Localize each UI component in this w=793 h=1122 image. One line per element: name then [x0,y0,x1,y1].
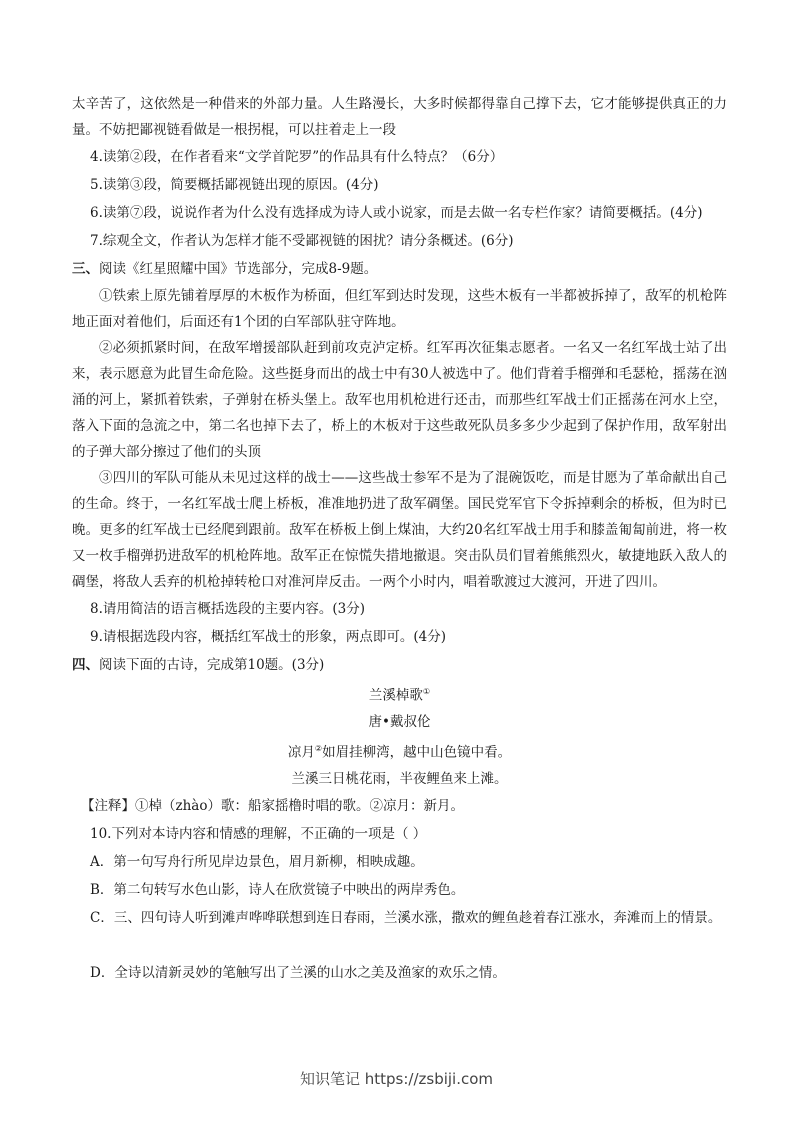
passage-paragraph-3: ③四川的军队可能从未见过这样的战士——这些战士参军不是为了混碗饭吃，而是甘愿为了革命献出自己的生命。终于，一名红军战士爬上桥板，准准地扔进了敌军碉堡。国民党军官下令拆掉剩余的桥板，但为时已晚。更多的红军战士已经爬到跟前。敌军在桥板上倒上煤油，大约20名红军战士用手和膝盖匍匐前进，将一枚又一枚手榴弹扔进敌军的机枪阵地。敌军正在惊慌失措地撤退。突击队员们冒着熊熊烈火，敏捷地跃入敌人的碉堡，将敌人丢弃的机枪掉转枪口对准河岸反击。一两个小时内，唱着歌渡过大渡河，开进了四川。 [72,470,727,590]
question-8: 8.请用简洁的语言概括选段的主要内容。(3分) [90,601,366,617]
poem-title-footnote-mark: ① [422,687,431,696]
poem-title-text: 兰溪棹歌 [368,687,423,704]
footer-watermark: 知识笔记 https://zsbiji.com [299,1070,494,1088]
poem-line-1 [72,736,727,766]
section-4-title: 阅读下面的古诗，完成第10题。(3分) [99,657,325,673]
question-4: 4.读第②段，在作者看来“文学首陀罗”的作品具有什么特点？（6分） [90,149,504,165]
question-5: 5.读第③段，简要概括鄙视链出现的原因。(4分) [90,177,379,193]
option-b: B．第二句转写水色山影，诗人在欣赏镜子中映出的两岸秀色。 [90,882,465,898]
option-a: A．第一句写舟行所见岸边景色，眉月新柳，相映成趣。 [90,854,424,870]
section-3-title: 阅读《红星照耀中国》节选部分，完成8-9题。 [99,261,378,277]
question-7: 7.综观全文，作者认为怎样才能不受鄙视链的困扰？请分条概述。(6分) [90,233,514,249]
intro-paragraph: 太辛苦了，这依然是一种借来的外部力量。人生路漫长，大多时候都得靠自己撑下去，它才能够提供真正的力量。不妨把鄙视链看做是一根拐棍，可以拄着走上一段 [72,96,727,138]
poem-author: 唐•戴叔伦 [368,714,431,730]
poem-line-1-footnote-mark: ② [314,743,323,753]
section-3-heading [72,255,727,283]
passage-paragraph-2: ②必须抓紧时间，在敌军增援部队赶到前攻克泸定桥。红军再次征集志愿者。一名又一名红军战士站了出来，表示愿意为此冒生命危险。这些挺身而出的战士中有30人被选中了。他们背着手榴弹和毛瑟枪，摇荡在汹涌的河上，紧抓着铁索，子弹射在桥头堡上。敌军也用机枪进行还击，而那些红军战士们正摇荡在河水上空，落入下面的急流之中，第二名也掉下去了，桥上的木板对于这些敢死队员多多少少起到了保护作用，敌军射出的子弹大部分擦过了他们的头顶 [72,340,727,460]
poem-annotation: 【注释】①棹（zhào）歌：船家摇橹时唱的歌。②凉月：新月。 [81,798,464,814]
document-body [72,91,727,987]
question-10: 10.下列对本诗内容和情感的理解，不正确的一项是（ ） [90,826,427,842]
section-4-number: 四、 [72,657,99,673]
poem-line-1-end: 如眉挂柳湾，越中山色镜中看。 [322,744,512,760]
option-d: D．全诗以清新灵妙的笔触写出了兰溪的山水之美及渔家的欢乐之情。 [90,965,506,981]
question-9: 9.请根据选段内容，概括红军战士的形象，两点即可。(4分) [90,629,447,645]
poem-line-1-start: 凉月 [287,744,315,760]
question-6: 6.读第⑦段，说说作者为什么没有选择成为诗人或小说家，而是去做一名专栏作家？请简要概括。(4分) [90,205,703,221]
section-3-number: 三、 [72,261,99,277]
poem-title [72,679,727,709]
option-c: C．三、四句诗人听到滩声哗哗联想到连日春雨，兰溪水涨，撒欢的鲤鱼趁着春江涨水，奔滩而上的情景。 [90,910,722,926]
poem-line-2: 兰溪三日桃花雨，半夜鲤鱼来上滩。 [291,770,508,787]
passage-paragraph-1: ①铁索上原先铺着厚厚的木板作为桥面，但红军到达时发现，这些木板有一半都被拆掉了，敌军的机枪阵地正面对着他们，后面还有1个团的白军部队驻守阵地。 [72,288,727,330]
question-list-part2 [72,143,727,255]
section-4-heading [72,651,727,679]
